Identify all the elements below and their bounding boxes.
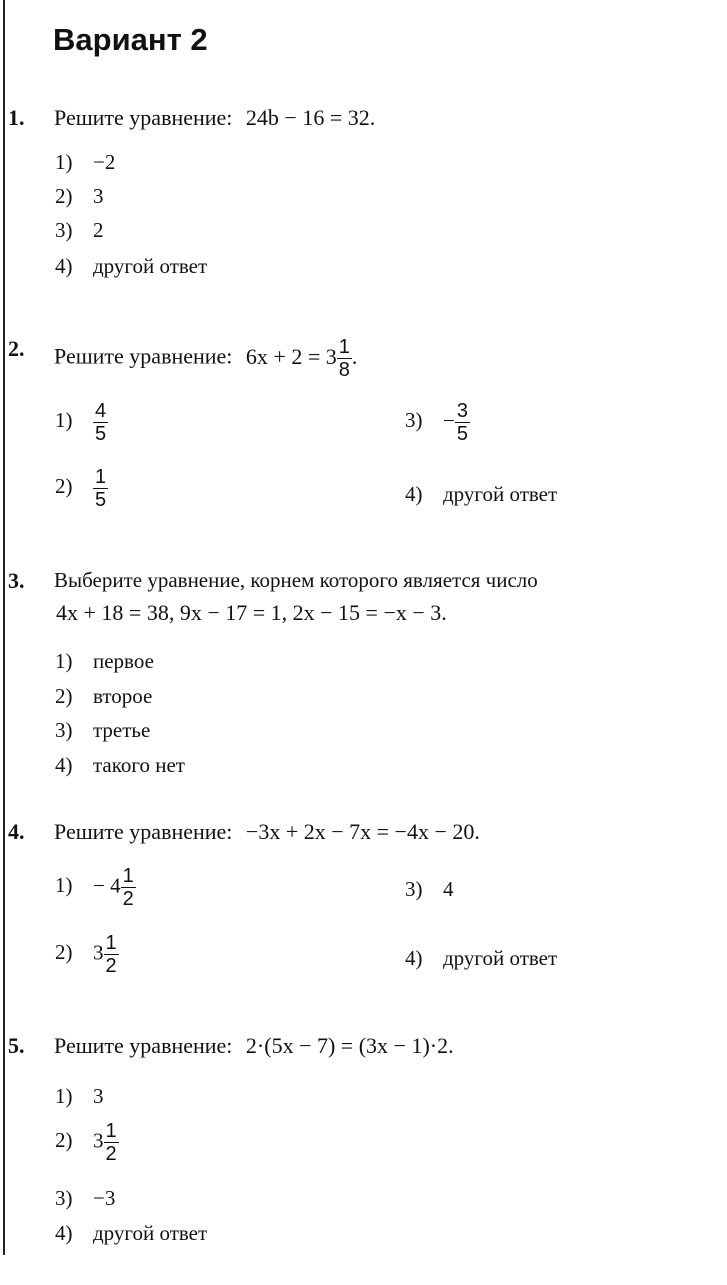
option[interactable]: 2) второе: [55, 684, 153, 708]
page-title: Вариант 2: [53, 22, 208, 57]
option[interactable]: 3) 2: [55, 218, 104, 242]
option[interactable]: 2) 3: [55, 184, 104, 208]
option[interactable]: 3) 4: [405, 877, 454, 901]
option[interactable]: 1) − 4 $\frac{1}{2}$: [55, 865, 134, 910]
question-number: 3.: [8, 568, 25, 593]
option[interactable]: 2) 3 $\frac{1}{2}$: [55, 1120, 117, 1165]
equation-list: 4x + 18 = 38, 9x − 17 = 1, 2x − 15 = −x − 3.: [56, 600, 447, 625]
fraction: $\frac{1}{2}$: [122, 865, 134, 910]
option[interactable]: 1) первое: [55, 649, 154, 673]
fraction: $\frac{4}{5}$: [95, 400, 107, 445]
fraction: $\frac{1}{2}$: [105, 1120, 117, 1165]
equation: 6x + 2 = 3 $\frac{1}{8}$ .: [245, 336, 358, 381]
question-text: Решите уравнение:: [54, 1033, 233, 1058]
option[interactable]: 1) $\frac{4}{5}$: [55, 400, 107, 445]
option[interactable]: 2) $\frac{1}{5}$: [55, 466, 107, 511]
option[interactable]: 3) −3: [55, 1186, 116, 1210]
fraction: $\frac{1}{2}$: [105, 932, 117, 977]
question-text: Выберите уравнение, корнем которого является число: [54, 568, 538, 592]
equation: 2·(5x − 7) = (3x − 1)·2.: [245, 1033, 454, 1058]
option[interactable]: 4) другой ответ: [55, 254, 208, 278]
equation: 24b − 16 = 32.: [245, 105, 376, 130]
question-text: Решите уравнение:: [54, 105, 233, 130]
option[interactable]: 4) такого нет: [55, 753, 185, 777]
fraction: $\frac{3}{5}$: [456, 400, 468, 445]
left-margin-rule: [3, 0, 5, 1255]
question-number: 4.: [8, 819, 25, 844]
option[interactable]: 1) 3: [55, 1084, 104, 1108]
option[interactable]: 3) третье: [55, 718, 151, 742]
fraction: $\frac{1}{8}$: [338, 336, 350, 381]
option[interactable]: 4) другой ответ: [405, 482, 558, 506]
question-text: Решите уравнение:: [54, 819, 233, 844]
option[interactable]: 3) − $\frac{3}{5}$: [405, 400, 468, 445]
option[interactable]: 4) другой ответ: [405, 946, 558, 970]
option[interactable]: 1) −2: [55, 150, 116, 174]
fraction: $\frac{1}{5}$: [95, 466, 107, 511]
question-number: 5.: [8, 1033, 25, 1058]
option[interactable]: 2) 3 $\frac{1}{2}$: [55, 932, 117, 977]
question-number: 1.: [8, 105, 25, 130]
question-text: Решите уравнение:: [54, 343, 233, 369]
question-number: 2.: [8, 336, 25, 361]
option[interactable]: 4) другой ответ: [55, 1221, 208, 1245]
equation: −3x + 2x − 7x = −4x − 20.: [245, 819, 480, 844]
